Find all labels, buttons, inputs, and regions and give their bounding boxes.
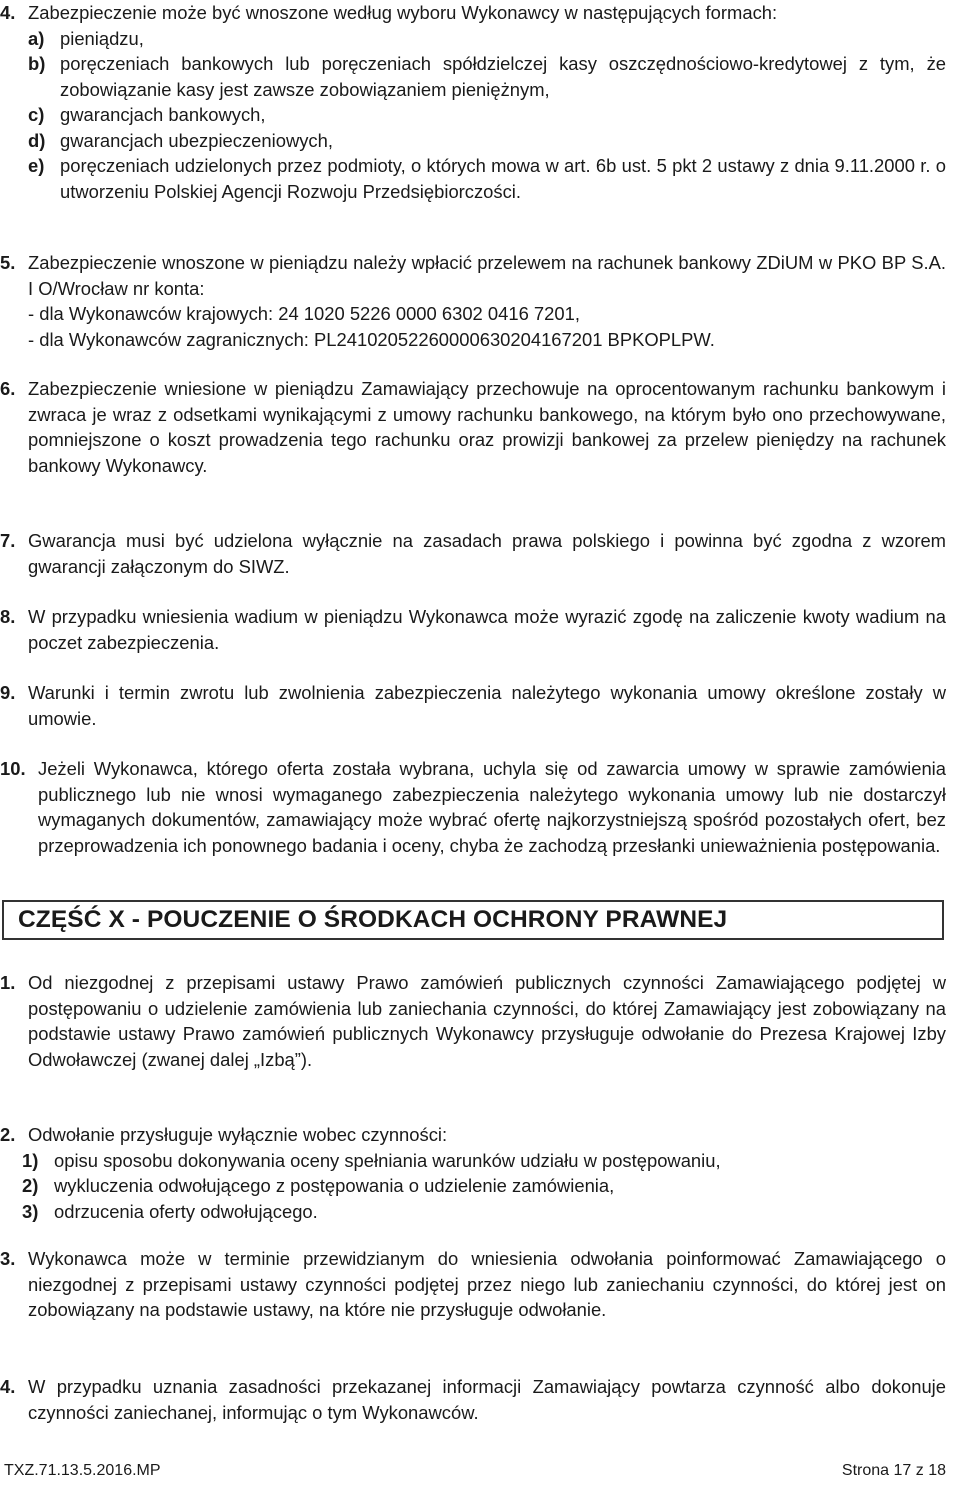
footer-page-number: Strona 17 z 18 [841,1462,946,1479]
section-number: 7. [0,530,16,551]
section-number: 5. [0,252,16,273]
account-domestic: - dla Wykonawców krajowych: 24 1020 5226 0000 6302 0416 7201, [28,303,580,324]
list-item: a) pieniądzu, [28,27,144,49]
section-text: Gwarancja musi być udzielona wyłącznie na zasadach prawa polskiego i powinna być zgodna z wzorem gwarancji załączonym do SIWZ. [28,530,946,577]
section-text: W przypadku uznania zasadności przekazanej informacji Zamawiający powtarza czynność albo dokonuje czynności zaniechanej, informując o tym Wykonawców. [28,1376,946,1423]
section-text: Zabezpieczenie wniesione w pieniądzu Zamawiający przechowuje na oprocentowanym rachunku bankowym i zwraca je wraz z odsetkami wynikającymi z umowy rachunku bankowego, na którym było ono przechowywane, pomniejszone o koszt prowadzenia tego rachunku oraz prowizji bankowej za przelew pieniędzy na rachunek bankowy Wykonawcy. [28,378,946,476]
footer-reference: TXZ.71.13.5.2016.MP [4,1462,161,1479]
list-item: d) gwarancjach ubezpieczeniowych, [28,129,333,151]
section-6 [0,376,946,478]
section-8 [0,604,946,655]
part-x-section-3 [0,1246,946,1323]
list-item: e) poręczeniach udzielonych przez podmioty, o których mowa w art. 6b ust. 5 pkt 2 ustawy z dnia 9.11.2000 r. o utworzeniu Polskiej Agencji Rozwoju Przedsiębiorczości. [28,155,946,202]
list-item: 2) wykluczenia odwołującego z postępowania o udzielenie zamówienia, [22,1175,615,1196]
section-number: 4. [0,2,16,23]
section-text: Odwołanie przysługuje wyłącznie wobec czynności: [28,1124,448,1145]
list-item: 1) opisu sposobu dokonywania oceny spełniania warunków udziału w postępowaniu, [22,1149,721,1171]
section-9 [0,680,946,731]
section-number: 1. [0,972,16,993]
section-4 [0,0,946,204]
list-item: b) poręczeniach bankowych lub poręczeniach spółdzielczej kasy oszczędnościowo-kredytowej z tym, że zobowiązanie kasy jest zawsze zobowiązaniem pieniężnym, [28,53,946,100]
section-text: Zabezpieczenie wnoszone w pieniądzu należy wpłacić przelewem na rachunek bankowy ZDiUM w PKO BP S.A. I O/Wrocław nr konta: [28,252,946,299]
section-text: Od niezgodnej z przepisami ustawy Prawo zamówień publicznych czynności Zamawiającego podjętej w postępowaniu o udzielenie zamówienia lub zaniechania czynności, do której Zamawiający jest zobowiązany na podstawie ustawy Prawo zamówień publicznych Wykonawcy przysługuje odwołanie do Prezesa Krajowej Izby Odwoławczej (zwanej dalej „Izbą”). [28,972,946,1070]
section-text: Wykonawca może w terminie przewidzianym do wniesienia odwołania poinformować Zamawiającego o niezgodnej z przepisami ustawy czynności podjętej przez niego lub zaniechaniu czynności, do której jest on zobowiązany na podstawie ustawy, na które nie przysługuje odwołanie. [28,1248,946,1320]
list-item: c) gwarancjach bankowych, [28,104,266,125]
section-10 [0,756,946,858]
section-7 [0,528,946,579]
section-number: 4. [0,1376,16,1397]
section-number: 3. [0,1248,16,1269]
section-text: Zabezpieczenie może być wnoszone według wyboru Wykonawcy w następujących formach: [28,2,778,23]
part-x-section-1 [0,970,946,1072]
part-x-section-2 [0,1122,946,1224]
list-item: 3) odrzucenia oferty odwołującego. [22,1200,318,1222]
section-number: 10. [0,758,26,779]
section-number: 8. [0,606,16,627]
part-heading: CZĘŚĆ X - POUCZENIE O ŚRODKACH OCHRONY PRAWNEJ [18,906,728,933]
section-text: W przypadku wniesienia wadium w pieniądzu Wykonawca może wyrazić zgodę na zaliczenie kwoty wadium na poczet zabezpieczenia. [28,606,946,653]
part-heading-box [2,900,944,940]
section-number: 6. [0,378,16,399]
account-foreign: - dla Wykonawców zagranicznych: PL24102052260000630204167201 BPKOPLPW. [28,328,715,350]
part-x-section-4 [0,1374,946,1425]
section-text: Jeżeli Wykonawca, którego oferta została wybrana, uchyla się od zawarcia umowy w sprawie zamówienia publicznego lub nie wnosi wymaganego zabezpieczenia należytego wykonania umowy lub nie dostarczył wymaganych dokumentów, zamawiający może wybrać ofertę najkorzystniejszą spośród pozostałych ofert, bez przeprowadzenia ich ponownego badania i oceny, chyba że zachodzą przesłanki unieważnienia postępowania. [38,758,946,856]
section-number: 9. [0,682,16,703]
section-text: Warunki i termin zwrotu lub zwolnienia zabezpieczenia należytego wykonania umowy określone zostały w umowie. [28,682,946,729]
section-5 [0,250,946,352]
section-number: 2. [0,1124,16,1145]
